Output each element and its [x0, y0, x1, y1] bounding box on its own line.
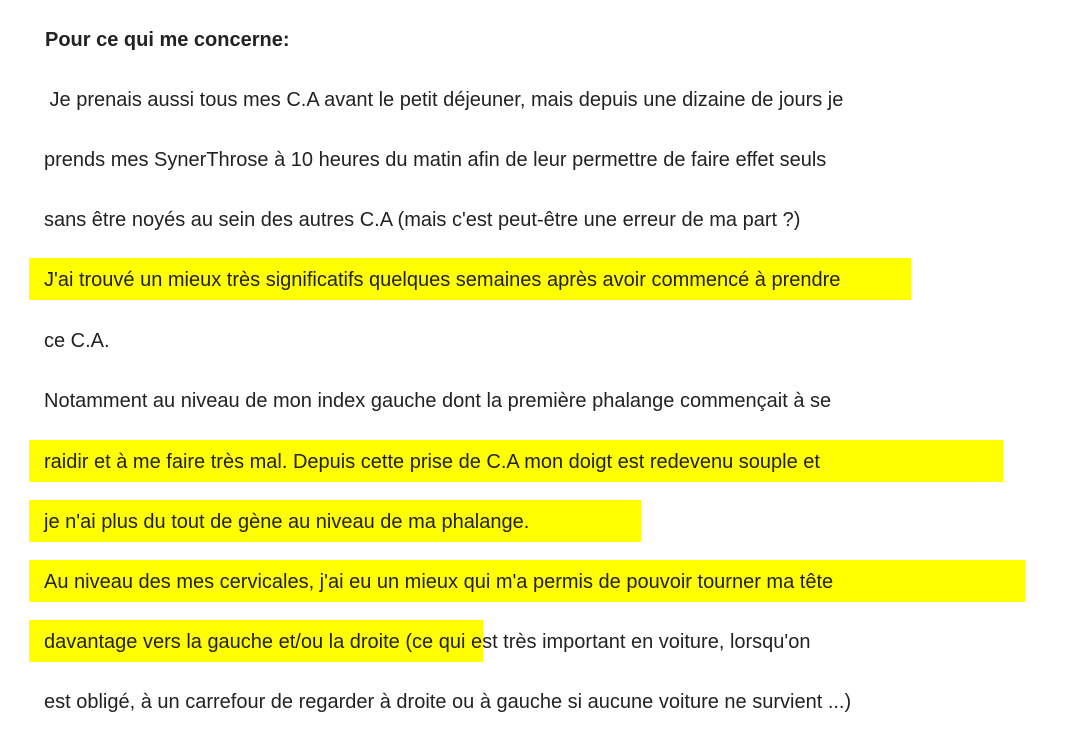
text-line: Notamment au niveau de mon index gauche dont la première phalange commençait à se — [44, 390, 832, 412]
text-line: Au niveau des mes cervicales, j'ai eu un mieux qui m'a permis de pouvoir tourner ma tête — [44, 571, 834, 593]
text-line: J'ai trouvé un mieux très significatifs quelques semaines après avoir commencé à prendre — [44, 269, 841, 291]
text-line: ce C.A. — [44, 330, 110, 352]
text-line: je n'ai plus du tout de gène au niveau de ma phalange. — [44, 511, 530, 533]
text-line: sans être noyés au sein des autres C.A (mais c'est peut-être une erreur de ma part ?) — [44, 209, 801, 231]
section-heading: Pour ce qui me concerne: — [45, 29, 290, 51]
text-line: raidir et à me faire très mal. Depuis cette prise de C.A mon doigt est redevenu souple et — [44, 451, 820, 473]
text-line: davantage vers la gauche et/ou la droite (ce qui est très important en voiture, lorsqu'on — [44, 631, 811, 653]
text-line: Je prenais aussi tous mes C.A avant le petit déjeuner, mais depuis une dizaine de jours je — [44, 89, 844, 111]
text-line: prends mes SynerThrose à 10 heures du matin afin de leur permettre de faire effet seuls — [44, 149, 827, 171]
text-line: est obligé, à un carrefour de regarder à droite ou à gauche si aucune voiture ne survient ...) — [44, 691, 852, 713]
